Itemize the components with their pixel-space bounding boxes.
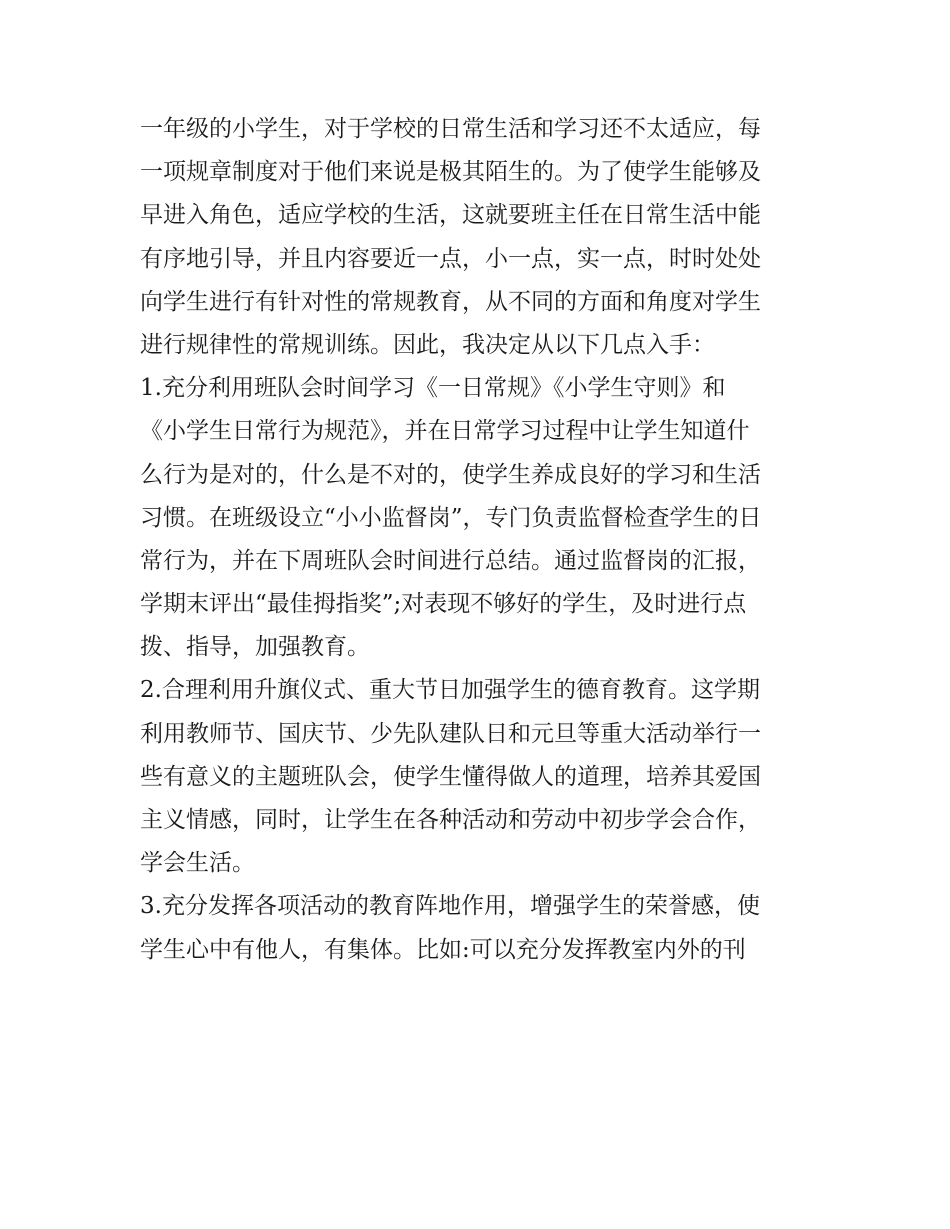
document-body <box>140 108 820 972</box>
text-line: 《小学生日常行为规范》，并在日常学习过程中让学生知道什 <box>140 418 750 445</box>
text-line: 一项规章制度对于他们来说是极其陌生的。为了使学生能够及 <box>140 159 761 186</box>
text-line: 学生心中有他人，有集体。比如:可以充分发挥教室内外的刊 <box>140 936 746 963</box>
text-line: 些有意义的主题班队会，使学生懂得做人的道理，培养其爱国 <box>140 763 761 790</box>
text-line: 学期末评出“最佳拇指奖”;对表现不够好的学生，及时进行点 <box>140 591 747 618</box>
text-line: 么行为是对的，什么是不对的，使学生养成良好的学习和生活 <box>140 461 761 488</box>
text-line: 3.充分发挥各项活动的教育阵地作用，增强学生的荣誉感，使 <box>140 893 760 920</box>
text-line: 进行规律性的常规训练。因此，我决定从以下几点入手： <box>140 331 715 358</box>
text-line: 习惯。在班级设立“小小监督岗”，专门负责监督检查学生的日 <box>140 504 762 531</box>
text-line: 拨、指导，加强教育。 <box>140 634 370 661</box>
text-line: 利用教师节、国庆节、少先队建队日和元旦等重大活动举行一 <box>140 720 761 747</box>
text-line: 有序地引导，并且内容要近一点，小一点，实一点，时时处处 <box>140 245 761 272</box>
text-line: 常行为，并在下周班队会时间进行总结。通过监督岗的汇报， <box>140 547 761 574</box>
text-line: 1.充分利用班队会时间学习《一日常规》《小学生守则》和 <box>140 375 726 402</box>
text-line: 向学生进行有针对性的常规教育，从不同的方面和角度对学生 <box>140 288 761 315</box>
text-line: 主义情感，同时，让学生在各种活动和劳动中初步学会合作， <box>140 807 761 833</box>
text-line: 2.合理利用升旗仪式、重大节日加强学生的德育教育。这学期 <box>140 677 760 704</box>
text-line: 学会生活。 <box>140 850 255 877</box>
text-line: 早进入角色，适应学校的生活，这就要班主任在日常生活中能 <box>140 202 761 229</box>
text-line: 一年级的小学生，对于学校的日常生活和学习还不太适应，每 <box>140 116 761 142</box>
